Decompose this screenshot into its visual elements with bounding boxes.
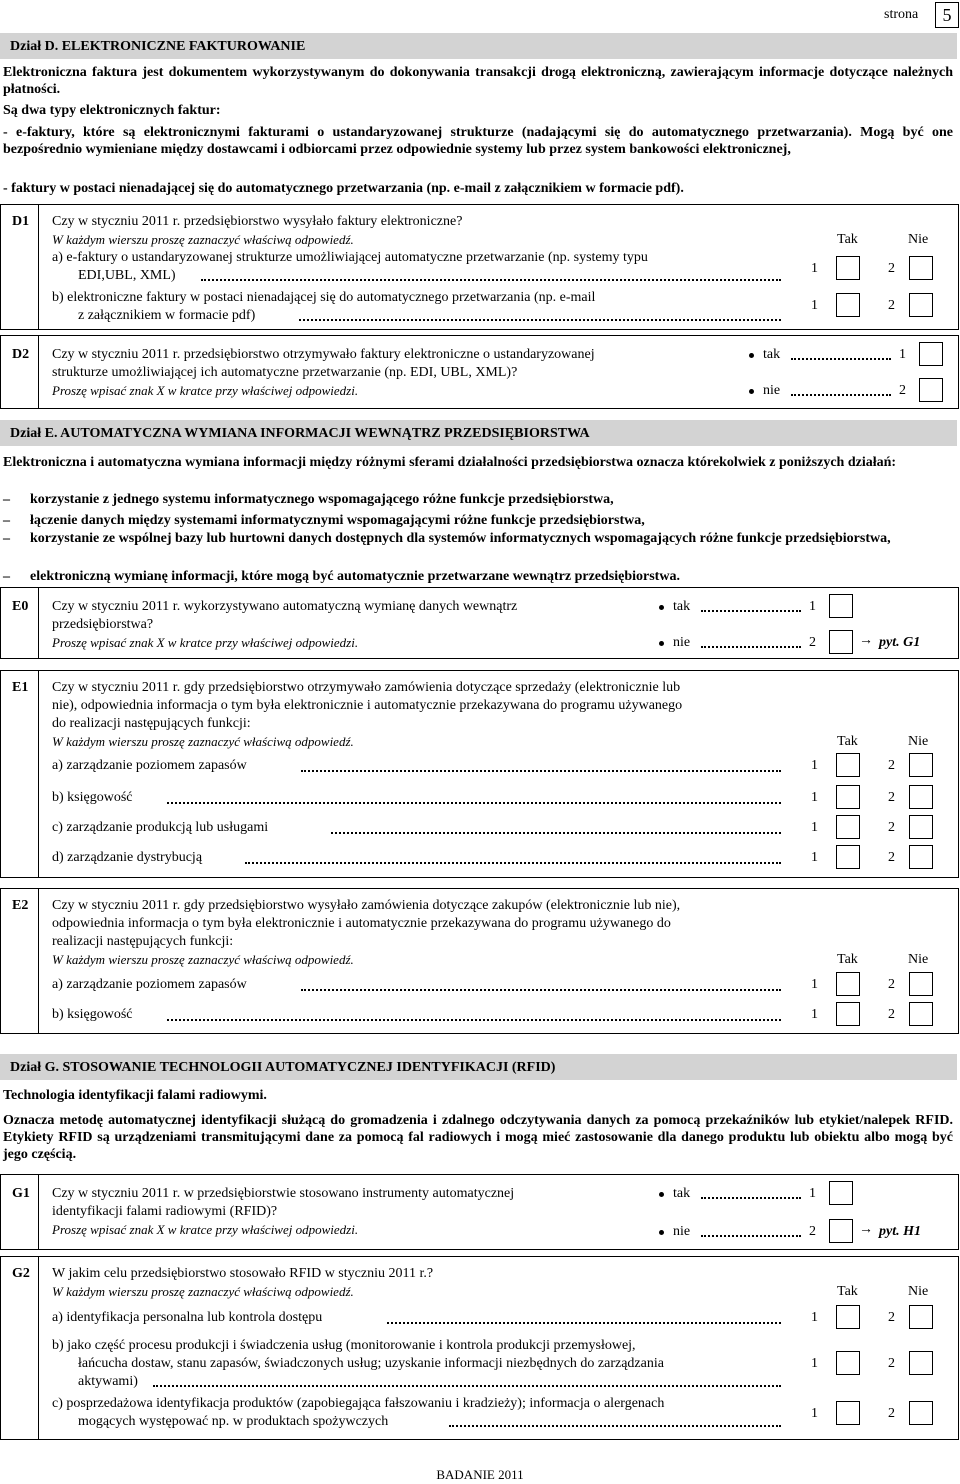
instruction: Proszę wpisać znak X w kratce przy właściwej odpowiedzi. bbox=[52, 383, 359, 398]
section-e-item-4: elektroniczną wymianę informacji, które mogą być automatycznie przetwarzane wewnątrz przedsiębiorstwa. bbox=[30, 569, 680, 584]
option-tak: tak bbox=[673, 1186, 691, 1201]
question-id: G2 bbox=[12, 1266, 30, 1281]
question-d1 bbox=[0, 204, 959, 330]
question-line1: W jakim celu przedsiębiorstwo stosowało RFID w styczniu 2011 r.? bbox=[52, 1266, 434, 1281]
checkbox-a-nie[interactable] bbox=[909, 753, 933, 777]
row-a: a) zarządzanie poziomem zapasów bbox=[52, 977, 247, 992]
num-1: 1 bbox=[811, 1406, 818, 1421]
checkbox-a-tak[interactable] bbox=[836, 972, 860, 996]
question-line1: Czy w styczniu 2011 r. w przedsiębiorstwie stosowano instrumenty automatycznej bbox=[52, 1186, 515, 1201]
question-d2 bbox=[0, 335, 959, 409]
option-tak: tak bbox=[673, 599, 691, 614]
question-line1: Czy w styczniu 2011 r. wykorzystywano automatyczną wymianę danych wewnątrz bbox=[52, 599, 518, 614]
checkbox-b-nie[interactable] bbox=[909, 785, 933, 809]
num-1: 1 bbox=[811, 790, 818, 805]
section-g-header bbox=[0, 1054, 957, 1080]
checkbox-tak[interactable] bbox=[829, 594, 853, 618]
instruction: W każdym wierszu proszę zaznaczyć właściwą odpowiedź. bbox=[52, 1284, 354, 1299]
question-id: E0 bbox=[12, 599, 29, 614]
question-line3: realizacji następujących funkcji: bbox=[52, 934, 234, 949]
instruction: W każdym wierszu proszę zaznaczyć właściwą odpowiedź. bbox=[52, 952, 354, 967]
checkbox-tak[interactable] bbox=[919, 342, 943, 366]
page-number: 5 bbox=[935, 2, 959, 28]
option-b-line2: z załącznikiem w formacie pdf) bbox=[78, 308, 256, 323]
question-e2 bbox=[0, 888, 959, 1034]
checkbox-c-nie[interactable] bbox=[909, 1401, 933, 1425]
question-g1 bbox=[0, 1174, 959, 1250]
question-text: Czy w styczniu 2011 r. przedsiębiorstwo wysyłało faktury elektroniczne? bbox=[52, 214, 463, 229]
checkbox-a-nie[interactable] bbox=[909, 972, 933, 996]
num-1: 1 bbox=[811, 1310, 818, 1325]
section-g-intro: Oznacza metodę automatycznej identyfikacji służącą do gromadzenia i zdalnego odczytywania danych za pomocą przekaźników lub etykiet/nalepek RFID. Etykiety RFID są urządzeniami transmitującymi dane za pomocą fal radiowych i mogą mieć zastosowanie dla danego produktu lub obiektu albo mogą być jego częścią. bbox=[3, 1113, 953, 1162]
num-1: 1 bbox=[811, 261, 818, 276]
section-d-header bbox=[0, 33, 957, 59]
num-1: 1 bbox=[811, 850, 818, 865]
checkbox-b-nie[interactable] bbox=[909, 1351, 933, 1375]
section-d-intro: Elektroniczna faktura jest dokumentem wykorzystywanym do dokonywania transakcji drogą elektroniczną, zawierającym informacje dotyczące należnych płatności. bbox=[3, 65, 953, 97]
question-line2: strukturze umożliwiającej ich automatyczne przetwarzanie (np. EDI, UBL, XML)? bbox=[52, 365, 518, 380]
section-e-item-3: korzystanie ze wspólnej bazy lub hurtowni danych dostępnych dla systemów informatycznych wspomagających różne funkcje przedsiębiorstwa, bbox=[30, 531, 891, 546]
num-2: 2 bbox=[888, 1406, 895, 1421]
num-2: 2 bbox=[888, 758, 895, 773]
col-nie: Nie bbox=[908, 1284, 929, 1299]
row-b-line3: aktywami) bbox=[78, 1374, 138, 1389]
row-d: d) zarządzanie dystrybucją bbox=[52, 850, 203, 865]
goto-label: pyt. G1 bbox=[879, 635, 921, 650]
checkbox-b-tak[interactable] bbox=[836, 1002, 860, 1026]
checkbox-nie[interactable] bbox=[919, 378, 943, 402]
checkbox-b-nie[interactable] bbox=[909, 1002, 933, 1026]
goto-label: pyt. H1 bbox=[879, 1224, 921, 1239]
num-1: 1 bbox=[811, 298, 818, 313]
question-e1 bbox=[0, 670, 959, 878]
checkbox-b-tak[interactable] bbox=[836, 1351, 860, 1375]
arrow-icon: → bbox=[859, 633, 873, 648]
section-e-header bbox=[0, 420, 957, 446]
section-g-title: Dział G. STOSOWANIE TECHNOLOGII AUTOMATYCZNEJ IDENTYFIKACJI (RFID) bbox=[10, 1060, 556, 1075]
row-c: c) zarządzanie produkcją lub usługami bbox=[52, 820, 269, 835]
question-line2: odpowiednia informacja o tym była elektronicznie i automatycznie przekazywana do programu używanego do bbox=[52, 916, 671, 931]
section-e-item-2: łączenie danych między systemami informatycznymi wspomagającymi różne funkcje przedsiębiorstwa, bbox=[30, 513, 645, 528]
num-2: 2 bbox=[899, 383, 906, 398]
checkbox-d-tak[interactable] bbox=[836, 845, 860, 869]
num-1: 1 bbox=[809, 1186, 816, 1201]
checkbox-d-nie[interactable] bbox=[909, 845, 933, 869]
section-g-sub: Technologia identyfikacji falami radiowymi. bbox=[3, 1088, 267, 1103]
num-1: 1 bbox=[811, 1356, 818, 1371]
num-2: 2 bbox=[888, 261, 895, 276]
num-1: 1 bbox=[811, 820, 818, 835]
dash: – bbox=[3, 513, 10, 528]
row-b: b) księgowość bbox=[52, 790, 133, 805]
option-b-line1: b) elektroniczne faktury w postaci nienadającej się do automatycznego przetwarzania (np. e-mail bbox=[52, 290, 596, 305]
checkbox-c-nie[interactable] bbox=[909, 815, 933, 839]
num-2: 2 bbox=[888, 977, 895, 992]
num-1: 1 bbox=[811, 1007, 818, 1022]
question-line1: Czy w styczniu 2011 r. przedsiębiorstwo otrzymywało faktury elektroniczne o ustandaryzowanej bbox=[52, 347, 595, 362]
section-d-bullet-1: - e-faktury, które są elektronicznymi fakturami o ustandaryzowanej strukturze (nadającymi się do automatycznego przetwarzania). Mogą być one bezpośrednio wymieniane między dostawcami i odbiorcami przez odpowiednie systemy lub przez system bankowości elektronicznej, bbox=[3, 125, 953, 157]
question-e0 bbox=[0, 587, 959, 659]
num-1: 1 bbox=[899, 347, 906, 362]
dash: – bbox=[3, 569, 10, 584]
checkbox-nie[interactable] bbox=[829, 1219, 853, 1243]
instruction: W każdym wierszu proszę zaznaczyć właściwą odpowiedź. bbox=[52, 232, 354, 247]
arrow-icon: → bbox=[859, 1222, 873, 1237]
row-b-line1: b) jako część procesu produkcji i świadczenia usług (monitorowanie i kontrola produkcji przemysłowej, bbox=[52, 1338, 636, 1353]
question-id: E2 bbox=[12, 898, 29, 913]
question-g2 bbox=[0, 1256, 959, 1440]
row-c-line1: c) posprzedażowa identyfikacja produktów (zapobiegająca fałszowaniu i kradzieży); informacja o alergenach bbox=[52, 1396, 665, 1411]
checkbox-nie[interactable] bbox=[829, 630, 853, 654]
num-2: 2 bbox=[888, 820, 895, 835]
question-line3: do realizacji następujących funkcji: bbox=[52, 716, 251, 731]
col-nie: Nie bbox=[908, 952, 929, 967]
col-tak: Tak bbox=[837, 1284, 858, 1299]
col-tak: Tak bbox=[837, 734, 858, 749]
checkbox-c-tak[interactable] bbox=[836, 815, 860, 839]
option-a-line2: EDI,UBL, XML) bbox=[78, 268, 176, 283]
num-2: 2 bbox=[809, 1224, 816, 1239]
checkbox-a-tak[interactable] bbox=[836, 256, 860, 280]
num-2: 2 bbox=[888, 790, 895, 805]
checkbox-c-tak[interactable] bbox=[836, 1401, 860, 1425]
col-nie: Nie bbox=[908, 232, 929, 247]
section-e-item-1: korzystanie z jednego systemu informatycznego wspomagającego różne funkcje przedsiębiorstwa, bbox=[30, 492, 614, 507]
question-id: E1 bbox=[12, 680, 29, 695]
num-2: 2 bbox=[809, 635, 816, 650]
num-2: 2 bbox=[888, 1007, 895, 1022]
section-d-types: Są dwa typy elektronicznych faktur: bbox=[3, 103, 221, 118]
num-2: 2 bbox=[888, 298, 895, 313]
row-a: a) identyfikacja personalna lub kontrola dostępu bbox=[52, 1310, 323, 1325]
question-line2: przedsiębiorstwa? bbox=[52, 617, 154, 632]
page-label: strona bbox=[884, 7, 919, 22]
section-e-intro: Elektroniczna i automatyczna wymiana informacji między różnymi sferami działalności przedsiębiorstwa oznacza którekolwiek z poniższych działań: bbox=[3, 455, 897, 470]
num-2: 2 bbox=[888, 1310, 895, 1325]
col-tak: Tak bbox=[837, 952, 858, 967]
section-d-title: Dział D. ELEKTRONICZNE FAKTUROWANIE bbox=[10, 39, 306, 54]
num-1: 1 bbox=[809, 599, 816, 614]
checkbox-a-tak[interactable] bbox=[836, 1305, 860, 1329]
question-id: D1 bbox=[12, 214, 30, 229]
checkbox-b-nie[interactable] bbox=[909, 293, 933, 317]
option-nie: nie bbox=[763, 383, 781, 398]
instruction: W każdym wierszu proszę zaznaczyć właściwą odpowiedź. bbox=[52, 734, 354, 749]
num-1: 1 bbox=[811, 758, 818, 773]
checkbox-b-tak[interactable] bbox=[836, 785, 860, 809]
checkbox-a-nie[interactable] bbox=[909, 1305, 933, 1329]
question-line2: identyfikacji falami radiowymi (RFID)? bbox=[52, 1204, 278, 1219]
checkbox-a-tak[interactable] bbox=[836, 753, 860, 777]
num-2: 2 bbox=[888, 1356, 895, 1371]
question-id: G1 bbox=[12, 1186, 30, 1201]
checkbox-b-tak[interactable] bbox=[836, 293, 860, 317]
footer: BADANIE 2011 bbox=[436, 1467, 524, 1482]
question-id: D2 bbox=[12, 347, 30, 362]
option-nie: nie bbox=[673, 635, 691, 650]
dash: – bbox=[3, 531, 10, 546]
option-nie: nie bbox=[673, 1224, 691, 1239]
row-c-line2: mogących występować np. w produktach spożywczych bbox=[78, 1414, 389, 1429]
question-line1: Czy w styczniu 2011 r. gdy przedsiębiorstwo otrzymywało zamówienia dotyczące sprzedaży (elektronicznie lub bbox=[52, 680, 681, 695]
section-d-bullet-2: - faktury w postaci nienadającej się do automatycznego przetwarzania (np. e-mail z załącznikiem w formacie pdf). bbox=[3, 181, 684, 196]
option-a-line1: a) e-faktury o ustandaryzowanej strukturze umożliwiającej automatyczne przetwarzanie (np. systemy typu bbox=[52, 250, 648, 265]
dash: – bbox=[3, 492, 10, 507]
num-1: 1 bbox=[811, 977, 818, 992]
instruction: Proszę wpisać znak X w kratce przy właściwej odpowiedzi. bbox=[52, 635, 359, 650]
instruction: Proszę wpisać znak X w kratce przy właściwej odpowiedzi. bbox=[52, 1222, 359, 1237]
question-line2: nie), odpowiednia informacja o tym była elektronicznie i automatycznie przekazywana do programu używanego bbox=[52, 698, 683, 713]
num-2: 2 bbox=[888, 850, 895, 865]
col-tak: Tak bbox=[837, 232, 858, 247]
question-line1: Czy w styczniu 2011 r. gdy przedsiębiorstwo wysyłało zamówienia dotyczące zakupów (elektronicznie lub nie), bbox=[52, 898, 681, 913]
row-b-line2: łańcucha dostaw, stanu zapasów, świadczonych usług; uzyskanie informacji niezbędnych do zarządzania bbox=[78, 1356, 664, 1371]
section-e-title: Dział E. AUTOMATYCZNA WYMIANA INFORMACJI WEWNĄTRZ PRZEDSIĘBIORSTWA bbox=[10, 426, 590, 441]
checkbox-tak[interactable] bbox=[829, 1181, 853, 1205]
row-a: a) zarządzanie poziomem zapasów bbox=[52, 758, 247, 773]
checkbox-a-nie[interactable] bbox=[909, 256, 933, 280]
col-nie: Nie bbox=[908, 734, 929, 749]
row-b: b) księgowość bbox=[52, 1007, 133, 1022]
option-tak: tak bbox=[763, 347, 781, 362]
